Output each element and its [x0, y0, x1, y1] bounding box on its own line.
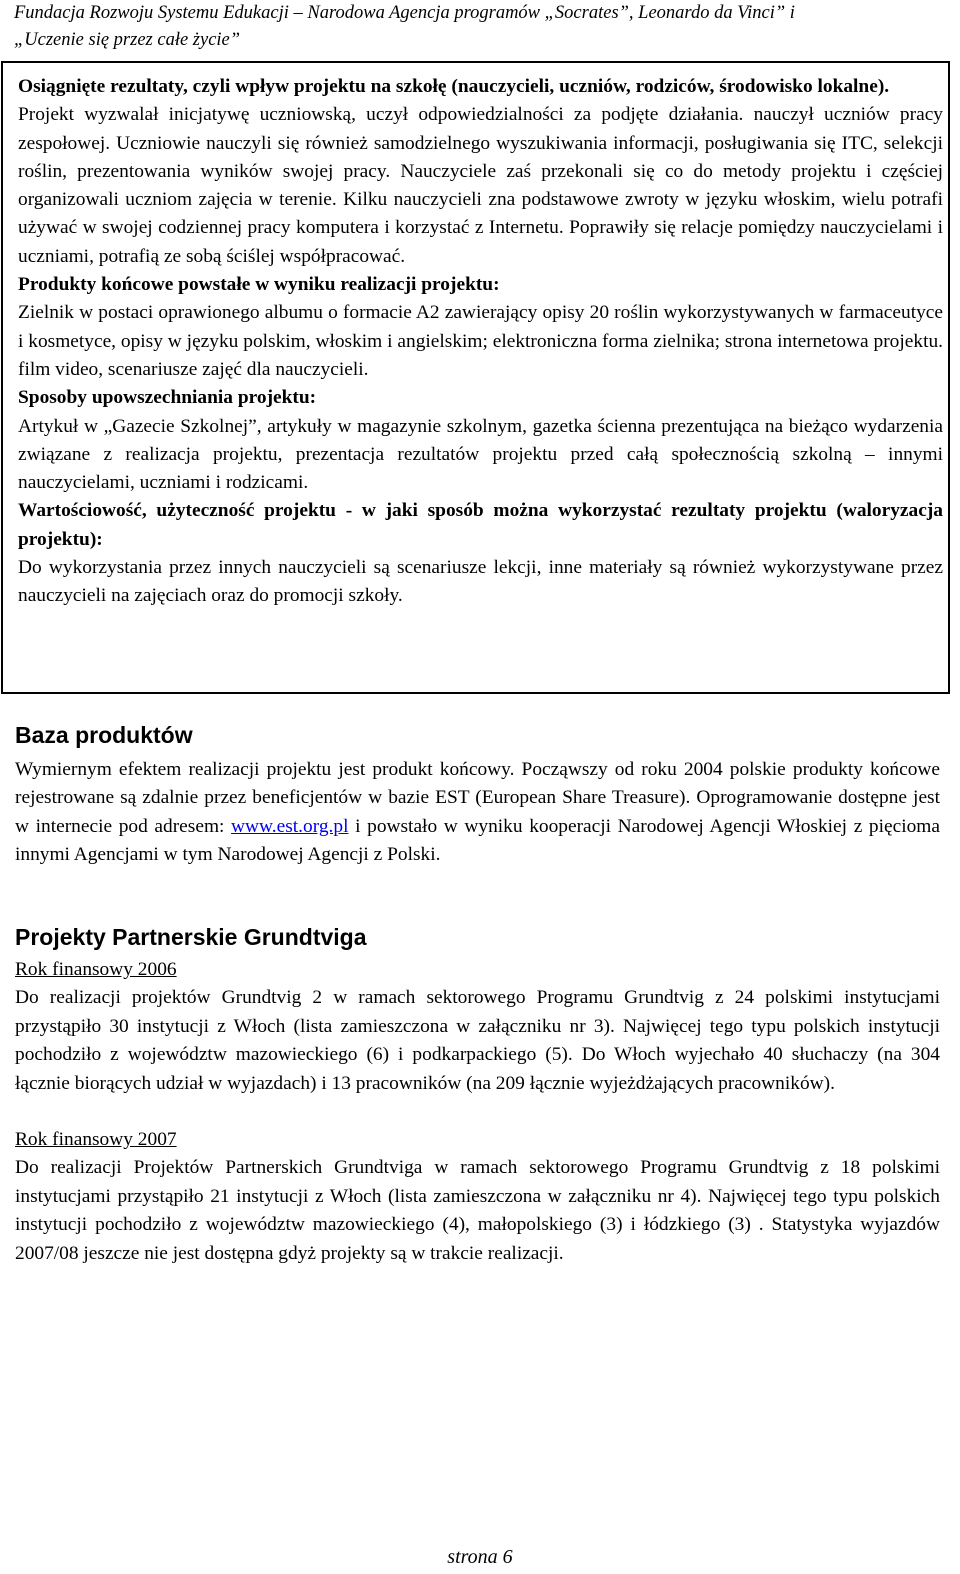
dissemination-heading: Sposoby upowszechniania projektu:: [18, 387, 317, 409]
products-heading: Produkty końcowe powstałe w wyniku realizacji projektu:: [18, 274, 500, 296]
page-number: strona 6: [447, 1546, 513, 1568]
products-base-text-before: Wymiernym efektem realizacji projektu jest produkt końcowy. Począwszy od roku 2004 polskie produkty końcowe rejestrowane są zdalnie przez beneficjentów w bazie EST (European Share Treasure). Oprogramowanie dostępne jest w internecie pod adresem:: [15, 759, 940, 837]
year-2006-text: Do realizacji projektów Grundtvig 2 w ramach sektorowego Programu Grundtvig z 24 polskimi instytucjami przystąpiło 30 instytucji z Włoch (lista zamieszczona w załączniku nr 3). Najwięcej tego typu polskich instytucji pochodziło z województw mazowieckiego (6) i podkarpackiego (5). Do Włoch wyjechało 40 słuchaczy (na 304 łącznie biorących udział w wyjazdach) i 13 pracowników (na 209 łącznie wyjeżdżających pracowników).: [15, 987, 940, 1094]
valorisation-text: Do wykorzystania przez innych nauczycieli są scenariusze lekcji, inne materiały są również wykorzystywane przez nauczycieli na zajęciach oraz do promocji szkoły.: [18, 557, 943, 607]
products-base-text-after: i powstało w wyniku kooperacji Narodowej Agencji Włoskiej z pięcioma innymi Agencjami w tym Narodowej Agencji z Polski.: [15, 815, 940, 866]
products-base-section: [15, 720, 940, 870]
header-line-1: Fundacja Rozwoju Systemu Edukacji – Narodowa Agencja programów „Socrates”, Leonardo da Vinci” i: [14, 3, 795, 23]
grundtvig-section: [15, 922, 940, 1268]
year-2007-label: Rok finansowy 2007: [15, 1129, 177, 1151]
project-results-box: [1, 61, 950, 694]
products-base-text: [15, 756, 940, 870]
year-2006-label: Rok finansowy 2006: [15, 959, 177, 980]
header-line-2: „Uczenie się przez całe życie”: [14, 30, 241, 50]
products-text: Zielnik w postaci oprawionego albumu o formacie A2 zawierający opisy 20 roślin wykorzystywanych w farmaceutyce i kosmetyce, opisy w języku polskim, włoskim i angielskim; elektroniczna forma zielnika; strona internetowa projektu. film video, scenariusze zajęć dla nauczycieli.: [18, 302, 943, 380]
valorisation-heading: Wartościowość, użyteczność projektu - w jaki sposób można wykorzystać rezultaty projektu (waloryzacja projektu):: [18, 500, 943, 550]
results-heading: Osiągnięte rezultaty, czyli wpływ projektu na szkołę (nauczycieli, uczniów, rodziców, środowisko lokalne).: [18, 76, 890, 97]
grundtvig-heading: Projekty Partnerskie Grundtviga: [15, 924, 367, 950]
dissemination-text: Artykuł w „Gazecie Szkolnej”, artykuły w magazynie szkolnym, gazetka ścienna prezentująca na bieżąco wydarzenia związane z realizacja projektu, prezentacja rezultatów projektu przed całą społecznością szkolną – innymi nauczycielami, uczniami i rodzicami.: [18, 415, 943, 494]
products-base-heading: Baza produktów: [15, 722, 193, 748]
results-text: Projekt wyzwalał inicjatywę uczniowską, uczył odpowiedzialności za podjęte działania. nauczył uczniów pracy zespołowej. Uczniowie nauczyli się również samodzielnego wyszukiwania informacji, posługiwania się ITC, selekcji roślin, prezentowania wyników swojej pracy. Nauczyciele zaś przekonali się co do metody projektu i częściej organizowali uczniom zajęcia w terenie. Kilku nauczycieli zna podstawowe zwroty w języku włoskim, wielu potrafi używać w swojej codziennej pracy komputera i korzystać z Internetu. Poprawiły się relacje pomiędzy nauczycielami i uczniami, potrafią ze sobą ściślej współpracować.: [18, 104, 943, 267]
page-header: [14, 0, 944, 54]
year-2007-text: Do realizacji Projektów Partnerskich Grundtviga w ramach sektorowego Programu Grundtvig z 18 polskimi instytucjami przystąpiło 21 instytucji z Włoch (lista zamieszczona w załączniku nr 4). Najwięcej tego typu polskich instytucji pochodziło z województw mazowieckiego (4), małopolskiego (3) i łódzkiego (3) . Statystyka wyjazdów 2007/08 jeszcze nie jest dostępna gdyż projekty są w trakcie realizacji.: [15, 1157, 940, 1264]
est-link[interactable]: www.est.org.pl: [231, 815, 349, 837]
